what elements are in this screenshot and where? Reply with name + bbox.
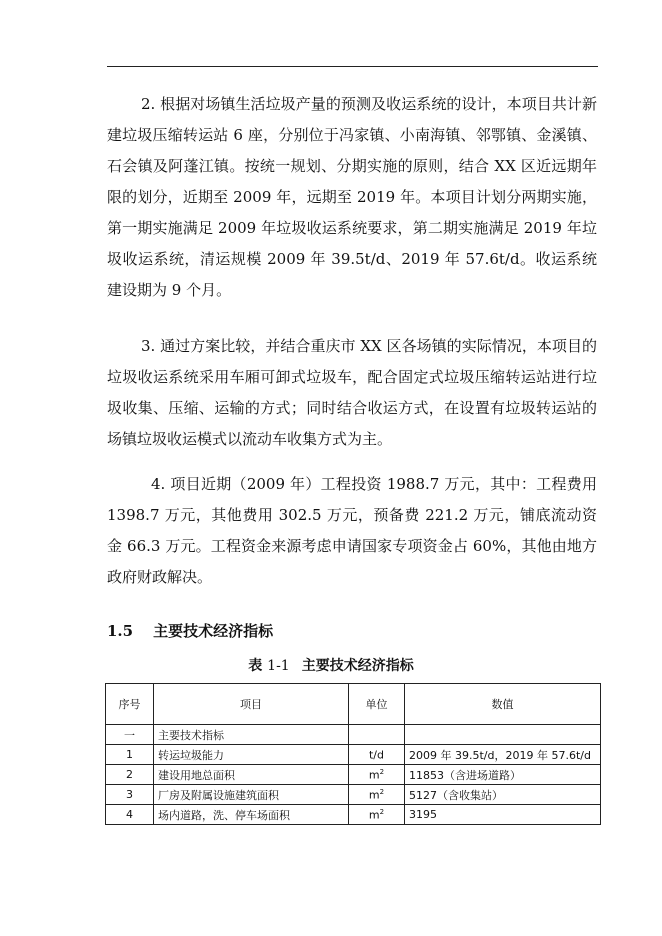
row-item: 厂房及附属设施建筑面积	[154, 785, 349, 805]
header-unit: 单位	[349, 684, 405, 725]
header-no: 序号	[106, 684, 154, 725]
row-unit: $m^2$	[349, 785, 405, 805]
row-value: 11853（含进场道路）	[405, 765, 601, 785]
section-number: 1.5	[107, 622, 134, 640]
row-unit: t/d	[349, 745, 405, 765]
table-caption	[0, 655, 662, 675]
row-value	[405, 725, 601, 745]
caption-title: 主要技术经济指标	[301, 658, 414, 674]
row-no: 4	[106, 805, 154, 825]
row-value: 5127（含收集站）	[405, 785, 601, 805]
table-row	[106, 805, 601, 825]
row-item: 场内道路，洗、停车场面积	[154, 805, 349, 825]
caption-prefix: 表	[248, 658, 263, 674]
row-unit: $m^2$	[349, 765, 405, 785]
row-item: 建设用地总面积	[154, 765, 349, 785]
row-unit	[349, 725, 405, 745]
paragraph-4: 4. 项目近期（2009 年）工程投资 1988.7 万元，其中：工程费用 1398.7 万元，其他费用 302.5 万元，预备费 221.2 万元，铺底流动资金 66.3 万元。工程资金来源考虑申请国家专项资金占 60%，其他由地方政府财政解决。	[107, 475, 597, 586]
row-unit: $m^2$	[349, 805, 405, 825]
table-row	[106, 745, 601, 765]
header-item: 项目	[154, 684, 349, 725]
paragraph-2: 2. 根据对场镇生活垃圾产量的预测及收运系统的设计，本项目共计新建垃圾压缩转运站 6 座，分别位于冯家镇、小南海镇、邻鄂镇、金溪镇、石会镇及阿蓬江镇。按统一规划、分期实施的原则，结合 XX 区近远期年限的划分，近期至 2009 年，远期至 2019 年。本项目计划分两期实施，第一期实施满足 2009 年垃圾收运系统要求，第二期实施满足 2019 年垃圾收运系统，清运规模 2009 年 39.5t/d、2019 年 57.6t/d。收运系统建设期为 9 个月。	[107, 95, 597, 299]
indicators-table	[105, 683, 601, 825]
row-no: 1	[106, 745, 154, 765]
section-heading	[107, 620, 273, 641]
row-no: 一	[106, 725, 154, 745]
row-no: 2	[106, 765, 154, 785]
table-row	[106, 765, 601, 785]
row-no: 3	[106, 785, 154, 805]
row-item: 主要技术指标	[154, 725, 349, 745]
table-row	[106, 725, 601, 745]
header-value: 数值	[405, 684, 601, 725]
row-value: 2009 年 39.5t/d，2019 年 57.6t/d	[405, 745, 601, 765]
caption-number: 1-1	[267, 658, 290, 674]
row-item: 转运垃圾能力	[154, 745, 349, 765]
table-row	[106, 785, 601, 805]
paragraph-3: 3. 通过方案比较，并结合重庆市 XX 区各场镇的实际情况，本项目的垃圾收运系统采用车厢可卸式垃圾车，配合固定式垃圾压缩转运站进行垃圾收集、压缩、运输的方式；同时结合收运方式，在设置有垃圾转运站的场镇垃圾收运模式以流动车收集方式为主。	[107, 337, 597, 448]
header-rule	[107, 66, 598, 67]
row-value: 3195	[405, 805, 601, 825]
section-title: 主要技术经济指标	[153, 622, 274, 640]
table-header-row	[106, 684, 601, 725]
